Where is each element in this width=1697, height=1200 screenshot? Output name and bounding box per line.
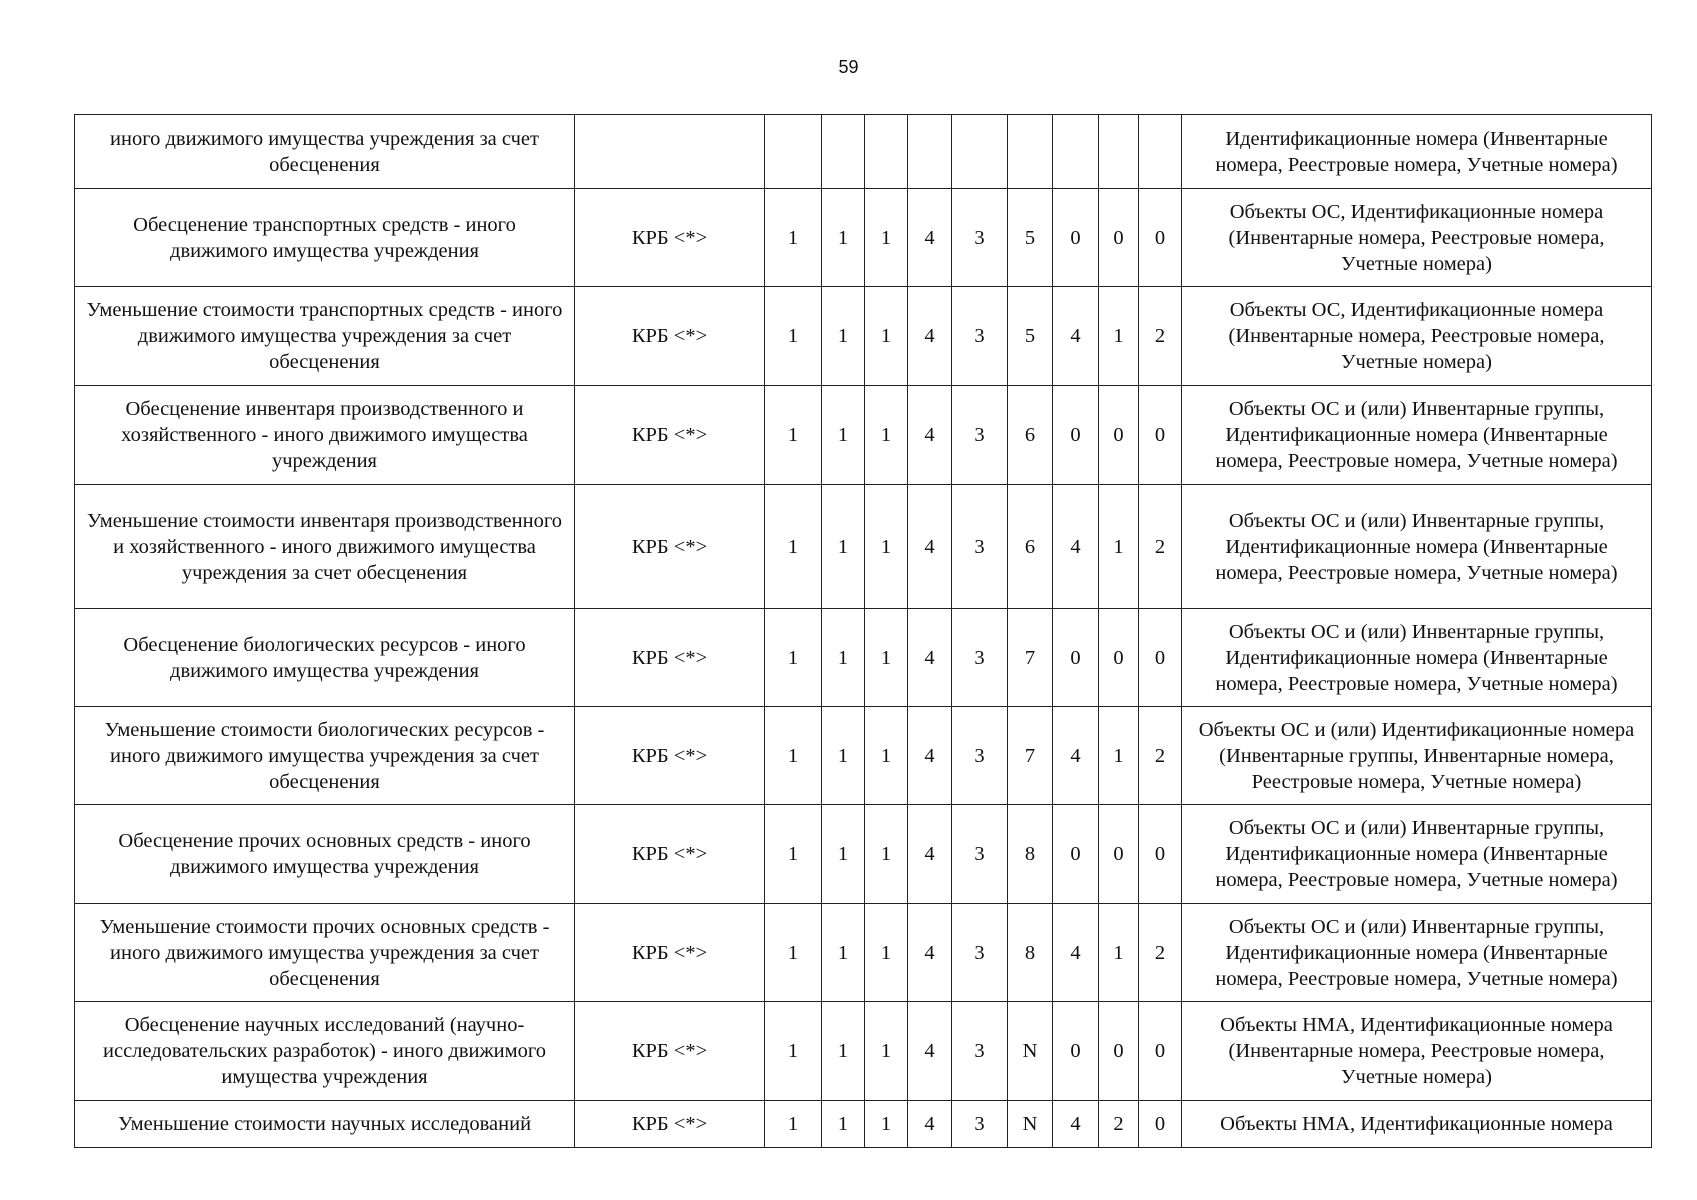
analytics-notes-cell: Объекты ОС и (или) Идентификационные номера (Инвентарные группы, Инвентарные номера, Реестровые номера, Учетные номера) xyxy=(1182,707,1652,805)
account-code-digit-cell: 1 xyxy=(1099,287,1139,386)
account-name-cell: Уменьшение стоимости биологических ресурсов - иного движимого имущества учреждения за счет обесценения xyxy=(75,707,575,805)
account-code-digit-cell: 2 xyxy=(1139,485,1182,609)
account-code-digit-cell: 0 xyxy=(1099,805,1139,904)
account-code-digit-cell: 1 xyxy=(822,287,865,386)
account-code-digit-cell: 1 xyxy=(765,707,822,805)
account-code-digit-cell: 0 xyxy=(1053,386,1099,485)
analytics-type-cell: КРБ <*> xyxy=(575,805,765,904)
account-code-digit-cell: 1 xyxy=(865,904,908,1002)
table-row xyxy=(75,189,1652,287)
account-code-digit-cell: 0 xyxy=(1099,386,1139,485)
account-name-cell: Обесценение научных исследований (научно-исследовательских разработок) - иного движимого имущества учреждения xyxy=(75,1002,575,1101)
account-code-digit-cell: N xyxy=(1008,1101,1053,1148)
account-code-digit-cell: 1 xyxy=(822,485,865,609)
account-code-digit-cell: 0 xyxy=(1053,805,1099,904)
account-code-digit-cell: 1 xyxy=(765,904,822,1002)
account-code-digit-cell xyxy=(1139,115,1182,189)
table-row xyxy=(75,386,1652,485)
account-code-digit-cell: 1 xyxy=(822,609,865,707)
account-code-digit-cell: 3 xyxy=(952,189,1008,287)
analytics-notes-cell: Объекты ОС и (или) Инвентарные группы, Идентификационные номера (Инвентарные номера, Реестровые номера, Учетные номера) xyxy=(1182,386,1652,485)
account-code-digit-cell: 1 xyxy=(765,189,822,287)
analytics-type-cell: КРБ <*> xyxy=(575,386,765,485)
account-code-digit-cell: 2 xyxy=(1139,904,1182,1002)
analytics-type-cell: КРБ <*> xyxy=(575,1002,765,1101)
account-code-digit-cell: 0 xyxy=(1139,609,1182,707)
analytics-notes-cell: Объекты НМА, Идентификационные номера (Инвентарные номера, Реестровые номера, Учетные номера) xyxy=(1182,1002,1652,1101)
account-code-digit-cell: 4 xyxy=(908,609,952,707)
analytics-notes-cell: Объекты ОС и (или) Инвентарные группы, Идентификационные номера (Инвентарные номера, Реестровые номера, Учетные номера) xyxy=(1182,609,1652,707)
account-code-digit-cell: 4 xyxy=(908,805,952,904)
account-code-digit-cell: 1 xyxy=(822,1101,865,1148)
table-row xyxy=(75,287,1652,386)
account-code-digit-cell: 0 xyxy=(1139,1002,1182,1101)
account-code-digit-cell: N xyxy=(1008,1002,1053,1101)
account-code-digit-cell: 1 xyxy=(865,287,908,386)
account-code-digit-cell: 0 xyxy=(1053,189,1099,287)
account-code-digit-cell xyxy=(1099,115,1139,189)
table-row xyxy=(75,1101,1652,1148)
account-code-digit-cell xyxy=(908,115,952,189)
account-code-digit-cell: 1 xyxy=(865,189,908,287)
account-code-digit-cell: 3 xyxy=(952,609,1008,707)
analytics-notes-cell: Объекты ОС, Идентификационные номера (Инвентарные номера, Реестровые номера, Учетные номера) xyxy=(1182,189,1652,287)
account-code-digit-cell: 4 xyxy=(908,904,952,1002)
account-name-cell: иного движимого имущества учреждения за счет обесценения xyxy=(75,115,575,189)
table-row xyxy=(75,707,1652,805)
analytics-type-cell: КРБ <*> xyxy=(575,904,765,1002)
account-code-digit-cell: 1 xyxy=(765,485,822,609)
analytics-notes-cell: Объекты ОС и (или) Инвентарные группы, Идентификационные номера (Инвентарные номера, Реестровые номера, Учетные номера) xyxy=(1182,904,1652,1002)
analytics-notes-cell: Идентификационные номера (Инвентарные номера, Реестровые номера, Учетные номера) xyxy=(1182,115,1652,189)
analytics-type-cell: КРБ <*> xyxy=(575,1101,765,1148)
analytics-notes-cell: Объекты ОС, Идентификационные номера (Инвентарные номера, Реестровые номера, Учетные номера) xyxy=(1182,287,1652,386)
account-code-digit-cell: 3 xyxy=(952,1101,1008,1148)
account-code-digit-cell: 3 xyxy=(952,287,1008,386)
account-code-digit-cell: 1 xyxy=(822,707,865,805)
account-code-digit-cell: 3 xyxy=(952,485,1008,609)
account-code-digit-cell xyxy=(1008,115,1053,189)
account-code-digit-cell: 1 xyxy=(865,707,908,805)
account-code-digit-cell: 1 xyxy=(865,805,908,904)
account-code-digit-cell: 1 xyxy=(765,386,822,485)
account-code-digit-cell: 4 xyxy=(1053,1101,1099,1148)
analytics-type-cell: КРБ <*> xyxy=(575,707,765,805)
account-code-digit-cell: 7 xyxy=(1008,707,1053,805)
analytics-notes-cell: Объекты НМА, Идентификационные номера xyxy=(1182,1101,1652,1148)
account-name-cell: Обесценение прочих основных средств - иного движимого имущества учреждения xyxy=(75,805,575,904)
account-code-digit-cell: 1 xyxy=(865,386,908,485)
account-code-digit-cell: 2 xyxy=(1139,707,1182,805)
account-code-digit-cell: 1 xyxy=(1099,485,1139,609)
analytics-type-cell: КРБ <*> xyxy=(575,609,765,707)
account-code-digit-cell: 7 xyxy=(1008,609,1053,707)
account-code-digit-cell: 1 xyxy=(865,609,908,707)
analytics-type-cell xyxy=(575,115,765,189)
account-code-digit-cell: 6 xyxy=(1008,386,1053,485)
account-code-digit-cell: 0 xyxy=(1099,609,1139,707)
page-number: 59 xyxy=(838,57,859,77)
account-code-digit-cell: 1 xyxy=(822,189,865,287)
account-code-digit-cell: 6 xyxy=(1008,485,1053,609)
account-code-digit-cell xyxy=(952,115,1008,189)
account-code-digit-cell: 1 xyxy=(865,1101,908,1148)
account-name-cell: Уменьшение стоимости научных исследований xyxy=(75,1101,575,1148)
account-code-digit-cell: 0 xyxy=(1099,1002,1139,1101)
account-name-cell: Уменьшение стоимости инвентаря производственного и хозяйственного - иного движимого имущества учреждения за счет обесценения xyxy=(75,485,575,609)
table-row xyxy=(75,1002,1652,1101)
account-code-digit-cell: 5 xyxy=(1008,287,1053,386)
account-code-digit-cell: 1 xyxy=(822,386,865,485)
account-code-digit-cell: 4 xyxy=(1053,904,1099,1002)
account-code-digit-cell: 4 xyxy=(908,485,952,609)
account-code-digit-cell: 4 xyxy=(1053,485,1099,609)
account-code-digit-cell: 4 xyxy=(908,1101,952,1148)
account-code-digit-cell: 1 xyxy=(765,1101,822,1148)
account-code-digit-cell: 1 xyxy=(765,287,822,386)
table-row xyxy=(75,805,1652,904)
account-code-digit-cell: 1 xyxy=(1099,707,1139,805)
account-name-cell: Уменьшение стоимости транспортных средств - иного движимого имущества учреждения за счет обесценения xyxy=(75,287,575,386)
table-row xyxy=(75,609,1652,707)
account-code-digit-cell: 0 xyxy=(1139,386,1182,485)
account-code-digit-cell xyxy=(765,115,822,189)
account-code-digit-cell: 3 xyxy=(952,386,1008,485)
account-code-digit-cell: 4 xyxy=(1053,707,1099,805)
account-name-cell: Уменьшение стоимости прочих основных средств - иного движимого имущества учреждения за счет обесценения xyxy=(75,904,575,1002)
account-code-digit-cell: 2 xyxy=(1099,1101,1139,1148)
table-row xyxy=(75,115,1652,189)
analytics-type-cell: КРБ <*> xyxy=(575,287,765,386)
analytics-notes-cell: Объекты ОС и (или) Инвентарные группы, Идентификационные номера (Инвентарные номера, Реестровые номера, Учетные номера) xyxy=(1182,485,1652,609)
account-code-digit-cell: 8 xyxy=(1008,805,1053,904)
account-code-digit-cell: 0 xyxy=(1139,189,1182,287)
account-code-digit-cell: 1 xyxy=(865,485,908,609)
account-code-digit-cell: 1 xyxy=(1099,904,1139,1002)
account-code-digit-cell: 5 xyxy=(1008,189,1053,287)
account-code-digit-cell: 3 xyxy=(952,1002,1008,1101)
account-code-digit-cell: 1 xyxy=(865,1002,908,1101)
account-code-digit-cell: 0 xyxy=(1053,1002,1099,1101)
accounts-table xyxy=(74,114,1652,1148)
account-code-digit-cell: 4 xyxy=(908,386,952,485)
account-code-digit-cell: 1 xyxy=(765,1002,822,1101)
account-code-digit-cell: 0 xyxy=(1099,189,1139,287)
account-name-cell: Обесценение биологических ресурсов - иного движимого имущества учреждения xyxy=(75,609,575,707)
account-name-cell: Обесценение инвентаря производственного и хозяйственного - иного движимого имущества учреждения xyxy=(75,386,575,485)
account-code-digit-cell: 0 xyxy=(1139,1101,1182,1148)
account-name-cell: Обесценение транспортных средств - иного движимого имущества учреждения xyxy=(75,189,575,287)
account-code-digit-cell xyxy=(822,115,865,189)
account-code-digit-cell: 4 xyxy=(908,707,952,805)
account-code-digit-cell: 2 xyxy=(1139,287,1182,386)
account-code-digit-cell xyxy=(1053,115,1099,189)
analytics-type-cell: КРБ <*> xyxy=(575,189,765,287)
table-row xyxy=(75,904,1652,1002)
account-code-digit-cell: 3 xyxy=(952,904,1008,1002)
account-code-digit-cell: 8 xyxy=(1008,904,1053,1002)
account-code-digit-cell xyxy=(865,115,908,189)
account-code-digit-cell: 1 xyxy=(765,609,822,707)
account-code-digit-cell: 1 xyxy=(822,1002,865,1101)
account-code-digit-cell: 1 xyxy=(822,904,865,1002)
account-code-digit-cell: 0 xyxy=(1053,609,1099,707)
account-code-digit-cell: 0 xyxy=(1139,805,1182,904)
account-code-digit-cell: 3 xyxy=(952,805,1008,904)
account-code-digit-cell: 4 xyxy=(908,1002,952,1101)
account-code-digit-cell: 4 xyxy=(1053,287,1099,386)
table-row xyxy=(75,485,1652,609)
account-code-digit-cell: 4 xyxy=(908,287,952,386)
account-code-digit-cell: 1 xyxy=(822,805,865,904)
account-code-digit-cell: 4 xyxy=(908,189,952,287)
analytics-notes-cell: Объекты ОС и (или) Инвентарные группы, Идентификационные номера (Инвентарные номера, Реестровые номера, Учетные номера) xyxy=(1182,805,1652,904)
analytics-type-cell: КРБ <*> xyxy=(575,485,765,609)
account-code-digit-cell: 3 xyxy=(952,707,1008,805)
account-code-digit-cell: 1 xyxy=(765,805,822,904)
